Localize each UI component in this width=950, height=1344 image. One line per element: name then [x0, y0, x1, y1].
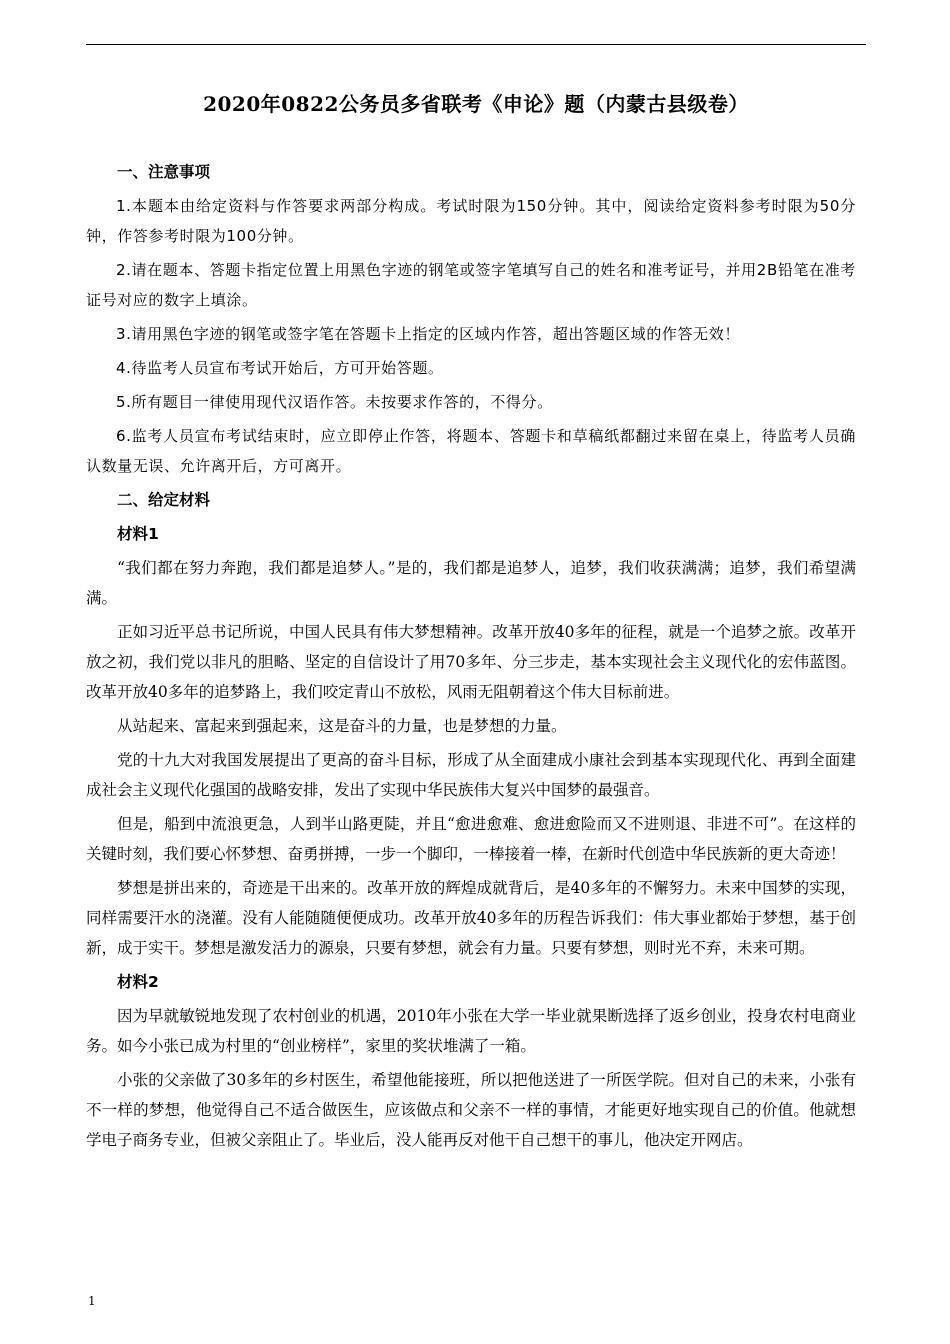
notice-item: 3.请用黑色字迹的钢笔或签字笔在答题卡上指定的区域内作答，超出答题区域的作答无效！ [116, 325, 740, 343]
page-title: 2020年0822公务员多省联考《申论》题（内蒙古县级卷） [203, 92, 749, 116]
notice-item: 2.请在题本、答题卡指定位置上用黑色字迹的钢笔或签字笔填写自己的姓名和准考证号，并用2B铅笔在准考证号对应的数字上填涂。 [86, 261, 856, 309]
material-paragraph: 但是，船到中流浪更急，人到半山路更陡，并且“愈进愈难、愈进愈险而又不进则退、非进不可”。在这样的关键时刻，我们要心怀梦想、奋勇拼搏，一步一个脚印，一棒接着一棒，在新时代创造中华民族新的更大奇迹！ [86, 815, 856, 863]
material-paragraph: 正如习近平总书记所说，中国人民具有伟大梦想精神。改革开放40多年的征程，就是一个追梦之旅。改革开放之初，我们党以非凡的胆略、坚定的自信设计了用70多年、分三步走，基本实现社会主义现代化的宏伟蓝图。改革开放40多年的追梦路上，我们咬定青山不放松，风雨无阻朝着这个伟大目标前进。 [86, 623, 856, 701]
material-2-heading: 材料2 [117, 973, 159, 991]
document-body [86, 157, 856, 1159]
material-paragraph: “我们都在努力奔跑，我们都是追梦人。”是的，我们都是追梦人，追梦，我们收获满满；追梦，我们希望满满。 [86, 559, 856, 607]
notice-item: 6.监考人员宣布考试结束时，应立即停止作答，将题本、答题卡和草稿纸都翻过来留在桌上，待监考人员确认数量无误、允许离开后，方可离开。 [86, 427, 856, 475]
material-paragraph: 从站起来、富起来到强起来，这是奋斗的力量，也是梦想的力量。 [117, 717, 567, 735]
section-heading-notice: 一、注意事项 [117, 163, 211, 181]
material-1-heading: 材料1 [117, 525, 159, 543]
notice-item: 4.待监考人员宣布考试开始后，方可开始答题。 [116, 359, 444, 377]
section-heading-materials: 二、给定材料 [117, 491, 211, 509]
notice-item: 1.本题本由给定资料与作答要求两部分构成。考试时限为150分钟。其中，阅读给定资料参考时限为50分钟，作答参考时限为100分钟。 [86, 197, 856, 245]
header-rule [86, 44, 866, 45]
material-paragraph: 因为早就敏锐地发现了农村创业的机遇，2010年小张在大学一毕业就果断选择了返乡创业，投身农村电商业务。如今小张已成为村里的“创业榜样”，家里的奖状堆满了一箱。 [86, 1007, 856, 1055]
material-paragraph: 梦想是拼出来的，奇迹是干出来的。改革开放的辉煌成就背后，是40多年的不懈努力。未来中国梦的实现，同样需要汗水的浇灌。没有人能随随便便成功。改革开放40多年的历程告诉我们：伟大事业都始于梦想，基于创新，成于实干。梦想是激发活力的源泉，只要有梦想，就会有力量。只要有梦想，则时光不弃，未来可期。 [86, 879, 856, 957]
material-paragraph: 小张的父亲做了30多年的乡村医生，希望他能接班，所以把他送进了一所医学院。但对自己的未来，小张有不一样的梦想，他觉得自己不适合做医生，应该做点和父亲不一样的事情，才能更好地实现自己的价值。他就想学电子商务专业，但被父亲阻止了。毕业后，没人能再反对他干自己想干的事儿，他决定开网店。 [86, 1071, 856, 1149]
material-paragraph: 党的十九大对我国发展提出了更高的奋斗目标，形成了从全面建成小康社会到基本实现现代化、再到全面建成社会主义现代化强国的战略安排，发出了实现中华民族伟大复兴中国梦的最强音。 [86, 751, 856, 799]
page-number: 1 [88, 1294, 96, 1308]
notice-item: 5.所有题目一律使用现代汉语作答。未按要求作答的，不得分。 [116, 393, 553, 411]
